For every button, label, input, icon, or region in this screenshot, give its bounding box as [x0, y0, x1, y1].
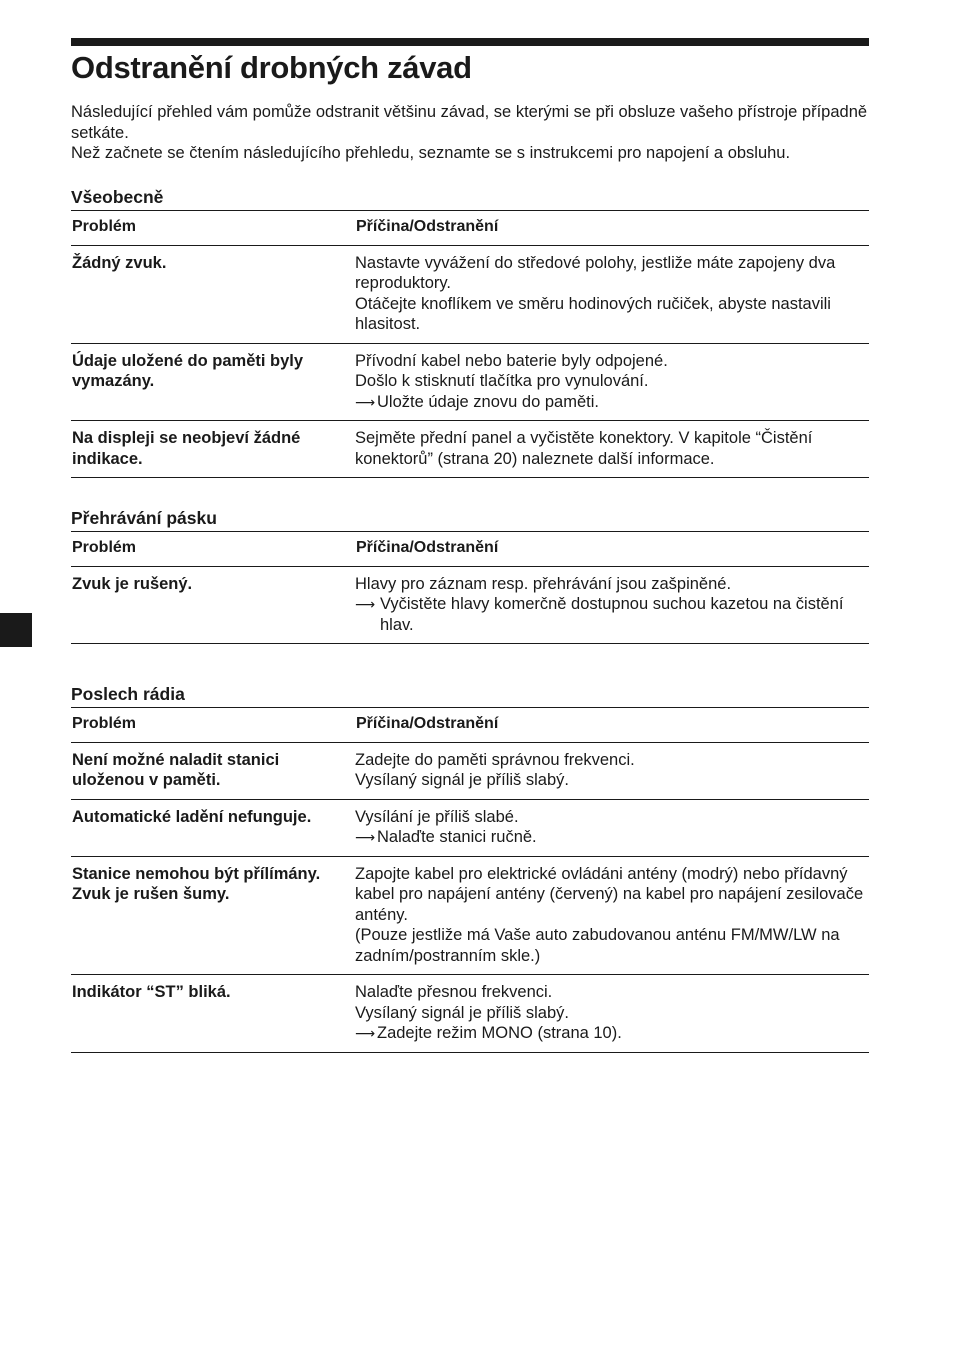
troubleshooting-table [71, 210, 869, 478]
table-header-row [71, 532, 869, 567]
problem-cell: Není možné naladit stanici uloženou v paměti. [71, 742, 355, 799]
table-header-row [71, 708, 869, 743]
cause-line: Nastavte vyvážení do středové polohy, jestliže máte zapojeny dva reproduktory. [355, 253, 836, 292]
intro-paragraph: Následující přehled vám pomůže odstranit většinu závad, se kterými se při obsluze vašeho přístroje případně setkáte. [71, 103, 868, 142]
table-row [71, 421, 869, 478]
cause-line: Sejměte přední panel a vyčistěte konektory. V kapitole “Čistění konektorů” (strana 20) naleznete další informace. [355, 429, 813, 468]
section-radio [71, 682, 869, 1053]
section-heading: Poslech rádia [71, 684, 185, 704]
cause-cell [355, 421, 869, 478]
cause-line: Hlavy pro záznam resp. přehrávání jsou zašpiněné. [355, 574, 732, 593]
table-header-row [71, 211, 869, 246]
cause-cell [355, 799, 869, 856]
table-row [71, 975, 869, 1053]
cause-remedy-line [355, 392, 869, 413]
intro-paragraph: Než začnete se čtením následujícího přehledu, seznamte se s instrukcemi pro napojení a obsluhu. [71, 144, 791, 162]
section-tape-playback [71, 506, 869, 644]
arrow-right-icon: ⟶ [355, 393, 376, 410]
section-heading: Přehrávání pásku [71, 508, 217, 528]
cause-line: Otáčejte knoflíkem ve směru hodinových ručiček, abyste nastavili hlasitost. [355, 294, 831, 333]
problem-cell: Indikátor “ST” bliká. [71, 975, 355, 1053]
column-header-problem: Problém [71, 211, 355, 246]
column-header-cause: Příčina/Odstranění [355, 532, 869, 567]
cause-line: Vysílaný signál je příliš slabý. [355, 771, 569, 789]
arrow-right-icon: ⟶ [355, 829, 376, 845]
cause-cell [355, 343, 869, 421]
problem-cell: Automatické ladění nefunguje. [71, 799, 355, 856]
table-row [71, 799, 869, 856]
table-row [71, 245, 869, 343]
cause-cell [355, 742, 869, 799]
cause-cell [355, 975, 869, 1053]
intro-text [71, 102, 871, 164]
troubleshooting-table [71, 707, 869, 1053]
cause-line: Vysílaný signál je příliš slabý. [355, 1003, 569, 1022]
column-header-problem: Problém [71, 708, 355, 743]
cause-line: (Pouze jestliže má Vaše auto zabudovanou anténu FM/MW/LW na zadním/postranním skle.) [355, 926, 840, 965]
page-title: Odstranění drobných závad [71, 50, 472, 85]
table-row [71, 742, 869, 799]
problem-cell: Žádný zvuk. [71, 245, 355, 343]
table-row [71, 343, 869, 421]
troubleshooting-table [71, 531, 869, 644]
table-row [71, 566, 869, 644]
cause-line: Zadejte do paměti správnou frekvenci. [355, 750, 635, 769]
arrow-right-icon: ⟶ [355, 596, 376, 612]
column-header-cause: Příčina/Odstranění [355, 211, 869, 246]
table-row [71, 856, 869, 975]
cause-line: Přívodní kabel nebo baterie byly odpojené. [355, 351, 668, 370]
remedy-text: Zadejte režim MONO (strana 10). [377, 1024, 622, 1042]
column-header-problem: Problém [71, 532, 355, 567]
cause-line: Vysílání je příliš slabé. [355, 807, 519, 826]
section-tab-marker [0, 613, 32, 647]
remedy-text: Nalaďte stanici ručně. [377, 828, 537, 846]
problem-cell: Údaje uložené do paměti byly vymazány. [71, 343, 355, 421]
problem-cell: Na displeji se neobjeví žádné indikace. [71, 421, 355, 478]
problem-cell: Zvuk je rušený. [71, 566, 355, 644]
cause-line: Zapojte kabel pro elektrické ovládáni antény (modrý) nebo přídavný kabel pro napájení antény (červený) na kabel pro napájení zesilovače antény. [355, 864, 864, 924]
cause-cell [355, 856, 869, 975]
title-rule [71, 38, 869, 46]
remedy-text: Vyčistěte hlavy komerčně dostupnou suchou kazetou na čistění hlav. [380, 595, 844, 634]
arrow-right-icon: ⟶ [355, 1025, 376, 1041]
section-general [71, 185, 869, 478]
cause-cell [355, 245, 869, 343]
column-header-cause: Příčina/Odstranění [355, 708, 869, 743]
cause-line: Došlo k stisknutí tlačítka pro vynulování. [355, 372, 649, 390]
problem-cell: Stanice nemohou být přílímány. Zvuk je rušen šumy. [71, 856, 355, 975]
cause-remedy-line [355, 827, 869, 848]
cause-cell [355, 566, 869, 644]
cause-remedy-line [355, 594, 869, 635]
remedy-text: Uložte údaje znovu do paměti. [377, 392, 599, 411]
cause-line: Nalaďte přesnou frekvenci. [355, 983, 553, 1001]
section-heading: Všeobecně [71, 187, 164, 207]
cause-remedy-line [355, 1023, 869, 1044]
